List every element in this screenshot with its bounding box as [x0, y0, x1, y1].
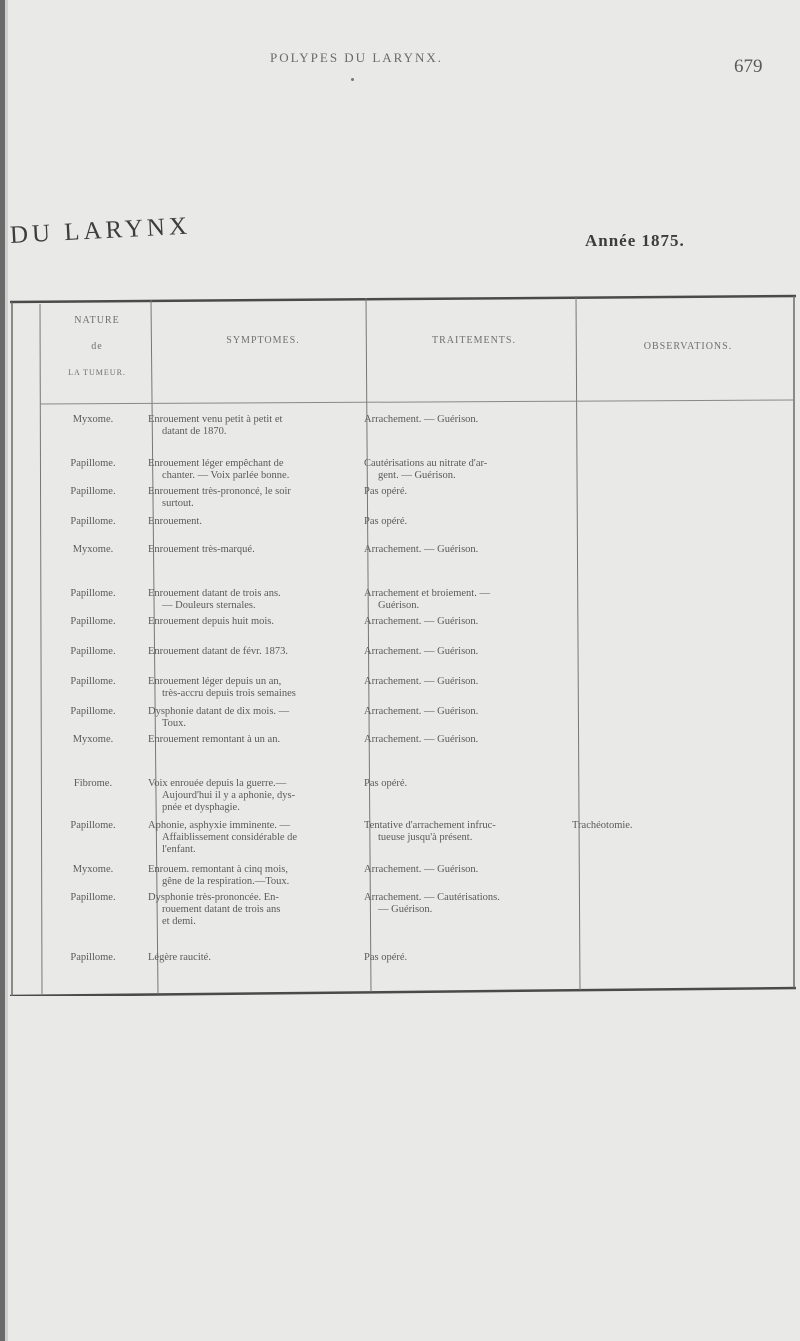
cell-traitements	[364, 952, 574, 964]
cell-symptomes-line: Dysphonie datant de dix mois. —	[148, 706, 290, 717]
cell-symptomes-line: Enrouement remontant à un an.	[148, 734, 281, 745]
cell-traitements-line: Guérison.	[378, 600, 420, 611]
cell-traitements	[364, 646, 574, 658]
table-rules	[10, 290, 796, 996]
cell-traitements-line: Arrachement. — Guérison.	[364, 864, 479, 875]
cell-symptomes	[148, 706, 363, 730]
cell-symptomes	[148, 646, 363, 658]
cell-traitements-line: Tentative d'arrachement infruc-	[364, 820, 496, 831]
cell-traitements-line: gent. — Guérison.	[378, 470, 456, 481]
col-header-nature-line1: NATURE	[74, 315, 120, 326]
cell-nature: Papillome.	[70, 676, 116, 687]
cell-symptomes-line: Toux.	[162, 718, 187, 729]
cell-traitements-line: Arrachement. — Guérison.	[364, 706, 479, 717]
cell-traitements-line: Pas opéré.	[364, 952, 408, 963]
cell-traitements	[364, 778, 574, 790]
cell-symptomes-line: gêne de la respiration.—Toux.	[162, 876, 290, 887]
cell-nature: Papillome.	[70, 892, 116, 903]
cell-traitements	[364, 676, 574, 688]
cell-traitements-line: Cautérisations au nitrate d'ar-	[364, 458, 488, 469]
cell-traitements-line: Arrachement. — Guérison.	[364, 616, 479, 627]
cell-traitements	[364, 414, 574, 426]
cell-nature: Papillome.	[70, 820, 116, 831]
cell-nature: Papillome.	[70, 646, 116, 657]
page-binding-shadow	[5, 0, 8, 1341]
cell-symptomes-line: surtout.	[162, 498, 194, 509]
cell-symptomes-line: Enrouement très-marqué.	[148, 544, 255, 555]
cell-symptomes	[148, 892, 363, 928]
cell-nature: Papillome.	[70, 516, 116, 527]
cell-nature: Myxome.	[72, 734, 114, 745]
cell-nature: Fibrome.	[73, 778, 113, 789]
cell-symptomes-line: Enrouement léger depuis un an,	[148, 676, 282, 687]
col-header-nature-line3: LA TUMEUR.	[68, 368, 126, 377]
cell-symptomes	[148, 734, 363, 746]
col-header-traitements: TRAITEMENTS.	[432, 335, 516, 346]
cell-traitements-line: Arrachement. — Guérison.	[364, 676, 479, 687]
cell-symptomes-line: pnée et dysphagie.	[162, 802, 240, 813]
cell-symptomes-line: Affaiblissement considérable de	[162, 832, 298, 843]
cell-traitements-line: Pas opéré.	[364, 516, 408, 527]
header-rule	[40, 400, 794, 404]
cell-traitements	[364, 588, 574, 612]
cell-symptomes-line: Légère raucité.	[148, 952, 211, 963]
cell-traitements-line: Arrachement. — Guérison.	[364, 544, 479, 555]
cell-symptomes	[148, 778, 363, 814]
cell-traitements-line: Pas opéré.	[364, 778, 408, 789]
cell-nature: Papillome.	[70, 952, 116, 963]
cell-traitements-line: Arrachement. — Guérison.	[364, 414, 479, 425]
cell-nature: Papillome.	[70, 588, 116, 599]
cell-symptomes-line: Enrouement datant de févr. 1873.	[148, 646, 288, 657]
cell-symptomes	[148, 414, 363, 438]
cell-symptomes	[148, 588, 363, 612]
column-rule-4	[576, 296, 580, 990]
cell-nature: Papillome.	[70, 706, 116, 717]
cell-symptomes-line: et demi.	[162, 916, 196, 927]
cell-traitements-line: tueuse jusqu'à présent.	[378, 832, 473, 843]
page-number: 679	[734, 56, 763, 77]
cell-traitements-line: Arrachement et broiement. —	[364, 588, 490, 599]
section-title: DU LARYNX	[9, 212, 192, 249]
cell-symptomes-line: Enrouement datant de trois ans.	[148, 588, 281, 599]
cell-nature: Papillome.	[70, 486, 116, 497]
cell-symptomes	[148, 486, 363, 510]
cell-symptomes-line: Enrouement venu petit à petit et	[148, 414, 283, 425]
cell-observations-line: Trachéotomie.	[572, 820, 633, 831]
running-head-dot	[351, 78, 354, 81]
cell-symptomes-line: chanter. — Voix parlée bonne.	[162, 470, 290, 481]
cell-nature: Myxome.	[72, 544, 114, 555]
col-header-observations: OBSERVATIONS.	[643, 341, 733, 352]
cell-symptomes-line: Enrouement.	[148, 516, 202, 527]
cell-traitements	[364, 544, 574, 556]
cell-traitements	[364, 616, 574, 628]
cell-traitements-line: Arrachement. — Cautérisations.	[364, 892, 500, 903]
cell-symptomes-line: Enrouement depuis huit mois.	[148, 616, 274, 627]
cell-symptomes-line: Aphonie, asphyxie imminente. —	[148, 820, 291, 831]
data-table	[10, 290, 796, 996]
cell-traitements-line: Arrachement. — Guérison.	[364, 734, 479, 745]
running-head: POLYPES DU LARYNX.	[270, 50, 444, 65]
cell-symptomes	[148, 820, 363, 856]
cell-symptomes-line: rouement datant de trois ans	[162, 904, 281, 915]
col-header-nature	[42, 308, 152, 386]
cell-symptomes-line: Dysphonie très-prononcée. En-	[148, 892, 279, 903]
cell-nature: Myxome.	[72, 414, 114, 425]
cell-observations	[572, 820, 762, 832]
cell-traitements-line: Pas opéré.	[364, 486, 408, 497]
cell-traitements	[364, 486, 574, 498]
cell-traitements	[364, 734, 574, 746]
cell-symptomes-line: Voix enrouée depuis la guerre.—	[148, 778, 287, 789]
cell-symptomes-line: datant de 1870.	[162, 426, 227, 437]
cell-traitements	[364, 892, 574, 916]
cell-symptomes-line: l'enfant.	[162, 844, 196, 855]
cell-symptomes-line: très-accru depuis trois semaines	[162, 688, 296, 699]
col-header-symptomes: SYMPTOMES.	[226, 335, 300, 346]
cell-traitements	[364, 458, 574, 482]
cell-symptomes-line: Enrouement très-prononcé, le soir	[148, 486, 291, 497]
col-header-nature-line2: de	[91, 341, 103, 352]
cell-nature: Papillome.	[70, 616, 116, 627]
year-label: Année 1875.	[585, 231, 685, 250]
table-top-rule	[10, 296, 796, 302]
cell-symptomes	[148, 864, 363, 888]
cell-traitements	[364, 706, 574, 718]
table-bottom-rule	[10, 988, 796, 996]
cell-symptomes	[148, 544, 363, 556]
cell-symptomes	[148, 952, 363, 964]
cell-symptomes-line: Enrouem. remontant à cinq mois,	[148, 864, 288, 875]
cell-nature: Myxome.	[72, 864, 114, 875]
cell-traitements	[364, 516, 574, 528]
cell-traitements-line: Arrachement. — Guérison.	[364, 646, 479, 657]
cell-traitements	[364, 820, 574, 844]
cell-symptomes	[148, 458, 363, 482]
cell-traitements	[364, 864, 574, 876]
cell-symptomes	[148, 616, 363, 628]
cell-symptomes-line: Aujourd'hui il y a aphonie, dys-	[162, 790, 296, 801]
cell-symptomes	[148, 676, 363, 700]
cell-traitements-line: — Guérison.	[378, 904, 433, 915]
cell-symptomes	[148, 516, 363, 528]
cell-nature: Papillome.	[70, 458, 116, 469]
cell-symptomes-line: Enrouement léger empêchant de	[148, 458, 284, 469]
cell-symptomes-line: — Douleurs sternales.	[162, 600, 256, 611]
